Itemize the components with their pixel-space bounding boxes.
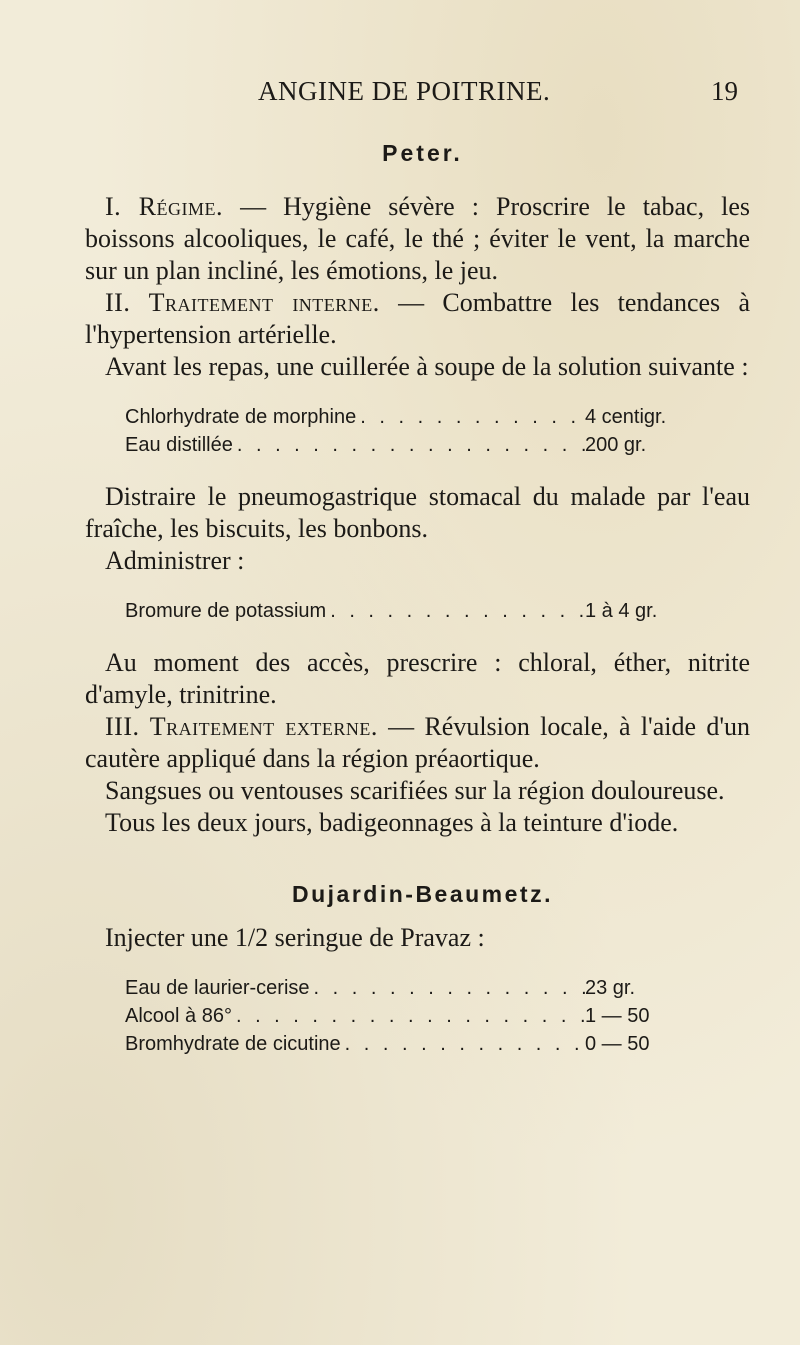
author-dujardin: Dujardin-Beaumetz.: [292, 881, 553, 907]
externe-label: III. Traitement externe.: [105, 712, 378, 741]
leader-dots: [310, 974, 585, 1002]
leader-dots: [326, 597, 585, 625]
injecter-paragraph: Injecter une 1/2 seringue de Pravaz :: [105, 923, 485, 952]
sangsues-paragraph: Sangsues ou ventouses scarifiées sur la région douloureuse.: [105, 776, 725, 805]
leader-dots: [341, 1030, 585, 1058]
author-peter: Peter.: [382, 140, 463, 166]
regime-label: I. Régime.: [105, 192, 224, 221]
recipe-row: [125, 431, 705, 459]
distraire-paragraph: Distraire le pneumogastrique stomacal du malade par l'eau fraîche, les biscuits, les bonbons.: [85, 482, 750, 543]
ingredient-quantity: 0 — 50: [585, 1033, 650, 1055]
externe-text: — Révulsion locale, à l'aide d'un cautère appliqué dans la région préaortique.: [85, 712, 750, 773]
acces-paragraph: Au moment des accès, prescrire : chloral, éther, nitrite d'amyle, trinitrine.: [85, 648, 750, 709]
leader-dots: [356, 403, 585, 431]
ingredient-quantity: 23 gr.: [585, 977, 636, 999]
page-body: [85, 140, 750, 1080]
recipe-morphine: [85, 403, 750, 459]
avant-paragraph: Avant les repas, une cuillerée à soupe de la solution suivante :: [105, 352, 749, 381]
ingredient-quantity: 1 à 4 gr.: [585, 600, 658, 622]
administrer-paragraph: Administrer :: [105, 546, 245, 575]
recipe-row: [125, 1030, 705, 1058]
ingredient-quantity: 1 — 50: [585, 1005, 650, 1027]
regime-paragraph: [85, 191, 750, 287]
ingredient-name: Alcool à 86°: [125, 1005, 232, 1027]
page-number: 19: [711, 76, 738, 106]
tous-paragraph: Tous les deux jours, badigeonnages à la teinture d'iode.: [105, 808, 679, 837]
recipe-row: [125, 1002, 705, 1030]
recipe-row: [125, 597, 705, 625]
ingredient-name: Eau distillée: [125, 434, 233, 456]
leader-dots: [232, 1002, 585, 1030]
regime-text: — Hygiène sévère : Proscrire le tabac, les boissons alcooliques, le café, le thé ; éviter le vent, la marche sur un plan incliné, les émotions, le jeu.: [85, 192, 750, 285]
ingredient-name: Bromure de potassium: [125, 600, 327, 622]
leader-dots: [233, 431, 585, 459]
recipe-row: [125, 974, 705, 1002]
ingredient-name: Bromhydrate de cicutine: [125, 1033, 341, 1055]
externe-paragraph: [85, 711, 750, 775]
ingredient-quantity: 4 centigr.: [585, 406, 667, 428]
ingredient-quantity: 200 gr.: [585, 434, 647, 456]
interne-text: — Combattre les tendances à l'hypertension artérielle.: [85, 288, 750, 349]
running-head: [258, 76, 738, 112]
recipe-cicutine: [85, 974, 750, 1058]
interne-paragraph: [85, 287, 750, 351]
recipe-bromure: [85, 597, 750, 625]
ingredient-name: Eau de laurier-cerise: [125, 977, 310, 999]
ingredient-name: Chlorhydrate de morphine: [125, 406, 357, 428]
recipe-row: [125, 403, 705, 431]
running-title: ANGINE DE POITRINE.: [258, 76, 551, 106]
interne-label: II. Traitement interne.: [105, 288, 380, 317]
